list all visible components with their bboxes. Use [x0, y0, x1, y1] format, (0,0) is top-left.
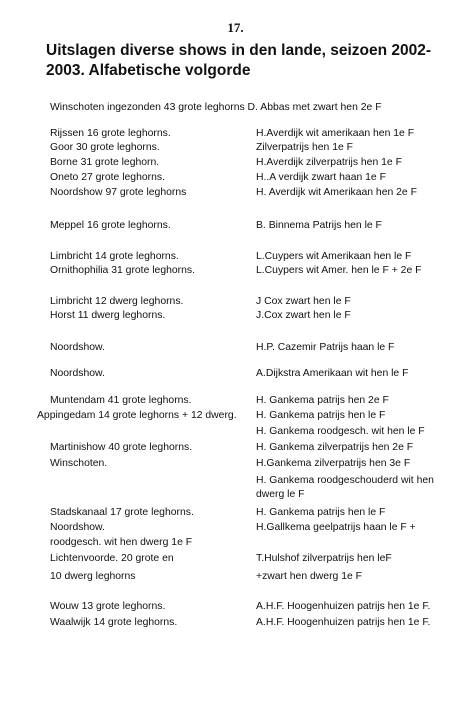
result-winner: H..A verdijk zwart haan 1e F: [256, 172, 386, 183]
result-winner: H.P. Cazemir Patrijs haan le F: [256, 342, 395, 353]
result-location: Meppel 16 grote leghorns.: [50, 220, 171, 231]
result-winner: H.Averdijk wit amerikaan hen 1e F: [256, 128, 415, 139]
result-winner: H. Gankema patrijs hen le F: [256, 507, 386, 518]
intro-line: Winschoten ingezonden 43 grote leghorns D. Abbas met zwart hen 2e F: [50, 102, 382, 113]
result-location: Noordshow.: [50, 368, 105, 379]
page-title: Uitslagen diverse shows in den lande, seizoen 2002-2003. Alfabetische volgorde: [46, 42, 432, 79]
result-location: Limbricht 12 dwerg leghorns.: [50, 296, 184, 307]
result-winner: H. Gankema roodgeschouderd wit hen dwerg le F: [256, 475, 434, 500]
result-winner: H. Gankema roodgesch. wit hen le F: [256, 426, 425, 437]
result-location: Noordshow.: [50, 522, 105, 533]
result-location: 10 dwerg leghorns: [50, 571, 136, 582]
result-winner: H. Gankema patrijs hen 2e F: [256, 395, 389, 406]
page-number: 17.: [227, 20, 244, 35]
result-winner: A.H.F. Hoogenhuizen patrijs hen 1e F.: [256, 617, 431, 628]
result-winner: H.Gankema zilverpatrijs hen 3e F: [256, 458, 411, 469]
result-location: Muntendam 41 grote leghorns.: [50, 395, 192, 406]
result-location: Horst 11 dwerg leghorns.: [50, 310, 166, 321]
result-winner: A.H.F. Hoogenhuizen patrijs hen 1e F.: [256, 601, 431, 612]
result-location: Goor 30 grote leghorns.: [50, 142, 160, 153]
result-winner: H. Gankema zilverpatrijs hen 2e F: [256, 442, 414, 453]
result-winner: B. Binnema Patrijs hen le F: [256, 220, 382, 231]
result-winner: L.Cuypers wit Amerikaan hen le F: [256, 251, 412, 262]
result-winner: J.Cox zwart hen le F: [256, 310, 351, 321]
result-location: Waalwijk 14 grote leghorns.: [50, 617, 178, 628]
result-winner: J Cox zwart hen le F: [256, 296, 351, 307]
result-location: Ornithophilia 31 grote leghorns.: [50, 265, 195, 276]
result-winner: T.Hulshof zilverpatrijs hen leF: [256, 553, 392, 564]
result-winner: H. Gankema patrijs hen le F: [256, 410, 386, 421]
result-location: Wouw 13 grote leghorns.: [50, 601, 166, 612]
result-winner: Zilverpatrijs hen 1e F: [256, 142, 354, 153]
result-winner: H. Averdijk wit Amerikaan hen 2e F: [256, 187, 417, 198]
result-location: roodgesch. wit hen dwerg 1e F: [50, 537, 193, 548]
result-location: Winschoten.: [50, 458, 108, 469]
result-location: Noordshow 97 grote leghorns: [50, 187, 187, 198]
result-location: Stadskanaal 17 grote leghorns.: [50, 507, 194, 518]
result-location: Martinishow 40 grote leghorns.: [50, 442, 193, 453]
result-location: Rijssen 16 grote leghorns.: [50, 128, 171, 139]
result-winner: +zwart hen dwerg 1e F: [256, 571, 362, 582]
result-location: Borne 31 grote leghorn.: [50, 157, 160, 168]
result-winner: L.Cuypers wit Amer. hen le F + 2e F: [256, 265, 422, 276]
result-location: Lichtenvoorde. 20 grote en: [50, 553, 174, 564]
result-winner: H.Averdijk zilverpatrijs hen 1e F: [256, 157, 402, 168]
result-winner: H.Gallkema geelpatrijs haan le F +: [256, 522, 416, 533]
result-location: Oneto 27 grote leghorns.: [50, 172, 165, 183]
result-winner: A.Dijkstra Amerikaan wit hen le F: [256, 368, 409, 379]
result-location: Limbricht 14 grote leghorns.: [50, 251, 179, 262]
result-location: Noordshow.: [50, 342, 105, 353]
result-location: Appingedam 14 grote leghorns + 12 dwerg.: [37, 410, 237, 421]
